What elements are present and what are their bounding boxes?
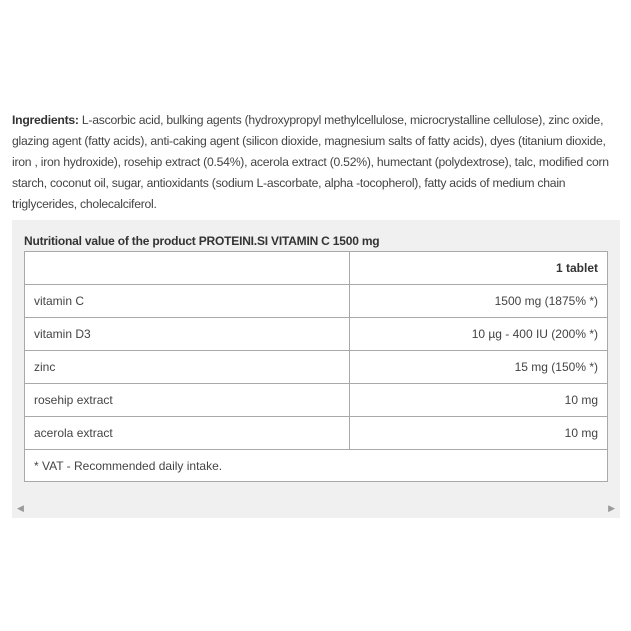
table-row (25, 285, 608, 318)
ingredients-paragraph (12, 110, 618, 215)
table-row (25, 384, 608, 417)
ingredients-label: Ingredients: (12, 113, 79, 127)
nutrient-value: 1500 mg (1875% *) (350, 285, 608, 318)
nutrition-table (24, 251, 608, 482)
nutrient-name: rosehip extract (25, 384, 350, 417)
table-row (25, 417, 608, 450)
footnote-text: * VAT - Recommended daily intake. (25, 450, 608, 482)
nutrient-name: vitamin D3 (25, 318, 350, 351)
nutrient-name: vitamin C (25, 285, 350, 318)
table-header-row (25, 252, 608, 285)
nutrient-name: zinc (25, 351, 350, 384)
nutrient-value: 10 mg (350, 417, 608, 450)
caret-right-icon[interactable]: ▶ (608, 503, 615, 513)
table-row (25, 351, 608, 384)
nutrient-value: 15 mg (150% *) (350, 351, 608, 384)
nutrient-value: 10 mg (350, 384, 608, 417)
nutrition-panel (12, 220, 620, 518)
nutrient-value: 10 µg - 400 IU (200% *) (350, 318, 608, 351)
nutrition-title: Nutritional value of the product PROTEINI.SI VITAMIN C 1500 mg (24, 234, 380, 248)
caret-left-icon[interactable]: ◀ (17, 503, 24, 513)
ingredients-text: L-ascorbic acid, bulking agents (hydroxypropyl methylcellulose, microcrystalline cellulose), zinc oxide, glazing agent (fatty acids), anti-caking agent (silicon dioxide, magnesium salts of fatty acids), dyes (titanium dioxide, iron , iron hydroxide), rosehip extract (0.54%), acerola extract (0.52%), humectant (polydextrose), talc, modified corn starch, coconut oil, sugar, antioxidants (sodium L-ascorbate, alpha -tocopherol), fatty acids of medium chain triglycerides, cholecalciferol. (12, 113, 609, 211)
header-serving-cell: 1 tablet (350, 252, 608, 285)
footnote-row (25, 450, 608, 482)
table-row (25, 318, 608, 351)
nutrient-name: acerola extract (25, 417, 350, 450)
header-label-cell (25, 252, 350, 285)
